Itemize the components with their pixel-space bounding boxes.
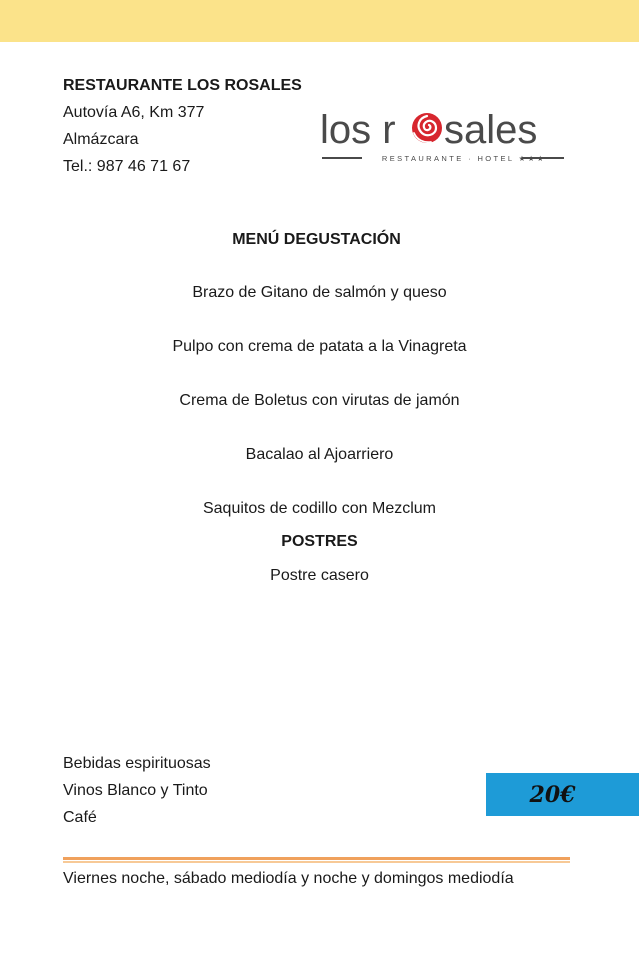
- dish-item: Bacalao al Ajoarriero: [245, 446, 394, 463]
- price-box: [486, 773, 639, 816]
- postre-item: Postre casero: [270, 567, 369, 584]
- dish-item: Pulpo con crema de patata a la Vinagreta: [172, 338, 467, 355]
- restaurant-town: Almázcara: [63, 131, 139, 148]
- los-rosales-logo: [318, 98, 568, 168]
- dish-item: Saquitos de codillo con Mezclum: [202, 500, 436, 517]
- dish-item: Brazo de Gitano de salmón y queso: [192, 284, 447, 301]
- menu-price: 20€: [529, 781, 576, 808]
- included-item: Vinos Blanco y Tinto: [63, 782, 208, 799]
- logo-text-left: los r: [320, 108, 396, 152]
- restaurant-contact: [63, 72, 302, 180]
- included-item: Bebidas espirituosas: [63, 755, 211, 772]
- logo-tagline: RESTAURANTE · HOTEL ★★★: [381, 154, 547, 163]
- service-schedule: Viernes noche, sábado mediodía y noche y domingos mediodía: [63, 870, 514, 887]
- included-item: Café: [63, 809, 97, 826]
- dish-item: Crema de Boletus con virutas de jamón: [179, 392, 460, 409]
- menu-title: MENÚ DEGUSTACIÓN: [232, 231, 401, 248]
- tasting-menu: [0, 226, 639, 587]
- postres-title: POSTRES: [281, 533, 358, 550]
- restaurant-name: RESTAURANTE LOS ROSALES: [63, 77, 302, 94]
- divider: [63, 857, 570, 863]
- restaurant-phone: Tel.: 987 46 71 67: [63, 158, 191, 175]
- top-color-band: [0, 0, 639, 42]
- rose-icon: [412, 113, 442, 143]
- restaurant-address: Autovía A6, Km 377: [63, 104, 205, 121]
- included-drinks: [63, 750, 211, 831]
- logo-text-right: sales: [444, 108, 538, 152]
